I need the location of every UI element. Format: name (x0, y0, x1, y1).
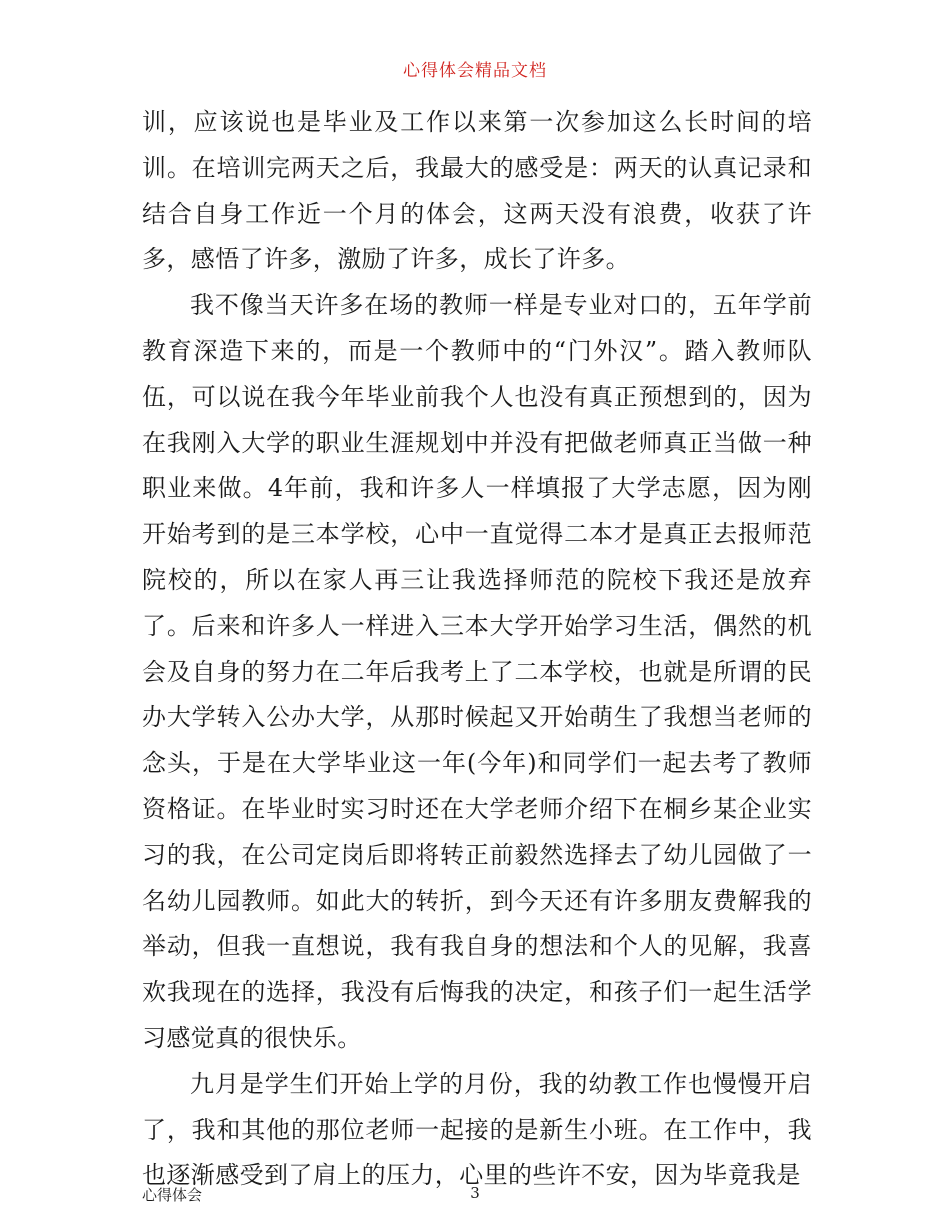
paragraph: 我不像当天许多在场的教师一样是专业对口的，五年学前教育深造下来的，而是一个教师中的“门外汉”。踏入教师队伍，可以说在我今年毕业前我个人也没有真正预想到的，因为在我刚入大学的职业生涯规划中并没有把做老师真正当做一种职业来做。4年前，我和许多人一样填报了大学志愿，因为刚开始考到的是三本学校，心中一直觉得二本才是真正去报师范院校的，所以在家人再三让我选择师范的院校下我还是放弃了。后来和许多人一样进入三本大学开始学习生活，偶然的机会及自身的努力在二年后我考上了二本学校，也就是所谓的民办大学转入公办大学，从那时候起又开始萌生了我想当老师的念头，于是在大学毕业这一年(今年)和同学们一起去考了教师资格证。在毕业时实习时还在大学老师介绍下在桐乡某企业实习的我，在公司定岗后即将转正前毅然选择去了幼儿园做了一名幼儿园教师。如此大的转折，到今天还有许多朋友费解我的举动，但我一直想说，我有我自身的想法和个人的见解，我喜欢我现在的选择，我没有后悔我的决定，和孩子们一起生活学习感觉真的很快乐。 (142, 291, 812, 1052)
page-header-title: 心得体会精品文档 (403, 61, 547, 81)
page-number: 3 (470, 1184, 480, 1202)
paragraph: 九月是学生们开始上学的月份，我的幼教工作也慢慢开启了，我和其他的那位老师一起接的是新生小班。在工作中，我也逐渐感受到了肩上的压力，心里的些许不安，因为毕竟我是 (142, 1069, 812, 1190)
document-body (142, 100, 812, 1199)
paragraph-continuation: 训，应该说也是毕业及工作以来第一次参加这么长时间的培训。在培训完两天之后，我最大的感受是：两天的认真记录和结合自身工作近一个月的体会，这两天没有浪费，收获了许多，感悟了许多，激励了许多，成长了许多。 (142, 108, 812, 274)
footer-label: 心得体会 (142, 1186, 203, 1204)
